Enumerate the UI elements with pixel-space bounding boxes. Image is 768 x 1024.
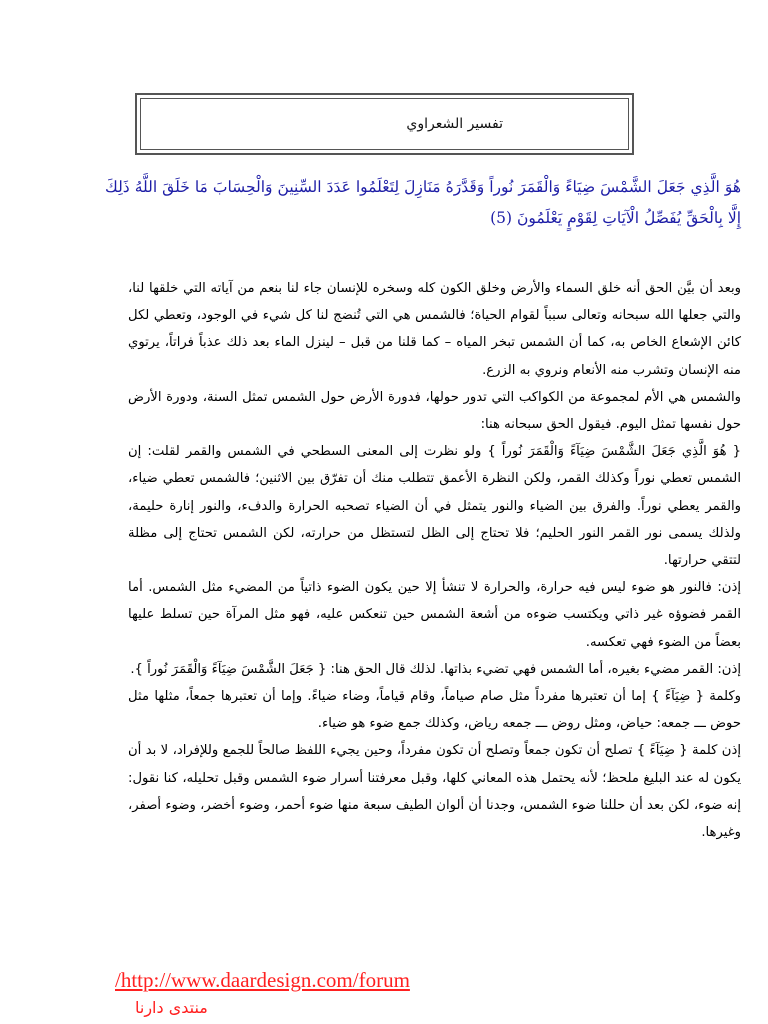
paragraph: وبعد أن بيَّن الحق أنه خلق السماء والأرض وخلق الكون كله وسخره للإنسان جاء لنا بنعم من آياته التي خلقها لنا، والتي جعلها الله سبحانه وتعالى سبباً لقوام الحياة؛ فالشمس هي التي تُنضج لنا كل شيء في الوجود، وتعطي لكل كائن الإشعاع الخاص به، كما أن الشمس تبخر المياه – كما قلنا من قبل – لينزل الماء بعد ذلك عذباً فراتاً، يرتوي منه الإنسان وتشرب منه الأنعام ونروي به الزرع. (128, 281, 741, 378)
quran-verse: هُوَ الَّذِي جَعَلَ الشَّمْسَ ضِيَاءً وَالْقَمَرَ نُوراً وَقَدَّرَهُ مَنَازِلَ لِتَعْلَمُوا عَدَدَ السِّنِينَ وَالْحِسَابَ مَا خَلَقَ اللَّهُ ذَلِكَ إِلَّا بِالْحَقِّ يُفَصِّلُ الْآيَاتِ لِقَوْمٍ يَعْلَمُونَ (5) (105, 178, 741, 227)
title-box (135, 93, 634, 155)
paragraph: وكلمة { ضِيَآءً } إما أن تعتبرها مفرداً مثل صام صياماً، وقام قياماً، وضاء ضياءً. وإما أن تعتبرها جمعاً، مثلها مثل حوض ـــ جمعه: حياض، ومثل روض ـــ جمعه رياض، وكذلك جمع ضوء هو ضياء. (128, 689, 741, 732)
forum-link[interactable]: /http://www.daardesign.com/forum (115, 968, 410, 992)
page-title: تفسير الشعراوي (140, 98, 629, 150)
paragraph: { هُوَ الَّذِي جَعَلَ الشَّمْسَ ضِيَآءً وَالْقَمَرَ نُوراً } ولو نظرت إلى المعنى السطحي في الشمس والقمر لقلت: إن الشمس تعطي نوراً وكذلك القمر، ولكن النظرة الأعمق تتطلب منك أن تفرّق بين الاثنين؛ فالشمس تعطي ضياء، والقمر يعطي نوراً. والفرق بين الضياء والنور يتمثل في أن الضياء تصحبه الحرارة والدفء، والنور إنارة حليمة، ولذلك يسمى نور القمر النور الحليم؛ فلا تحتاج إلى الظل لتستظل من حرارته، لكن الشمس تحتاج إلى مظلة لتتقي حرارتها. (128, 444, 741, 569)
forum-name: منتدى دارنا (135, 998, 208, 1017)
paragraph: إذن: القمر مضيء بغيره، أما الشمس فهي تضيء بذاتها. لذلك قال الحق هنا: { جَعَلَ الشَّمْسَ ضِيَآءً وَالْقَمَرَ نُوراً }. (130, 661, 741, 677)
paragraph: إذن: فالنور هو ضوء ليس فيه حرارة، والحرارة لا تنشأ إلا حين يكون الضوء ذاتياً من المضيء مثل الشمس. أما القمر فضوؤه غير ذاتي ويكتسب ضوءه من أشعة الشمس حين تنعكس عليه، فهو مثل المرآة حين تسلط عليها بعضاً من الضوء فهي تعكسه. (128, 580, 741, 650)
paragraph: إذن كلمة { ضِيَآءً } تصلح أن تكون جمعاً وتصلح أن تكون مفرداً، وحين يجيء اللفظ صالحاً للجمع وللإفراد، لا بد أن يكون له عند البليغ ملحظ؛ لأنه يحتمل هذه المعاني كلها، وقبل معرفتنا أسرار ضوء الشمس وقبل تحليله، كنا نقول: إنه ضوء، لكن بعد أن حللنا ضوء الشمس، وجدنا أن ألوان الطيف سبعة منها ضوء أحمر، وضوء أخضر، وضوء أصفر، وغيرها. (128, 743, 741, 841)
paragraph: والشمس هي الأم لمجموعة من الكواكب التي تدور حولها، فدورة الأرض حول الشمس تمثل السنة، ودورة الأرض حول نفسها تمثل اليوم. فيقول الحق سبحانه هنا: (128, 389, 741, 433)
commentary-body (128, 275, 741, 846)
